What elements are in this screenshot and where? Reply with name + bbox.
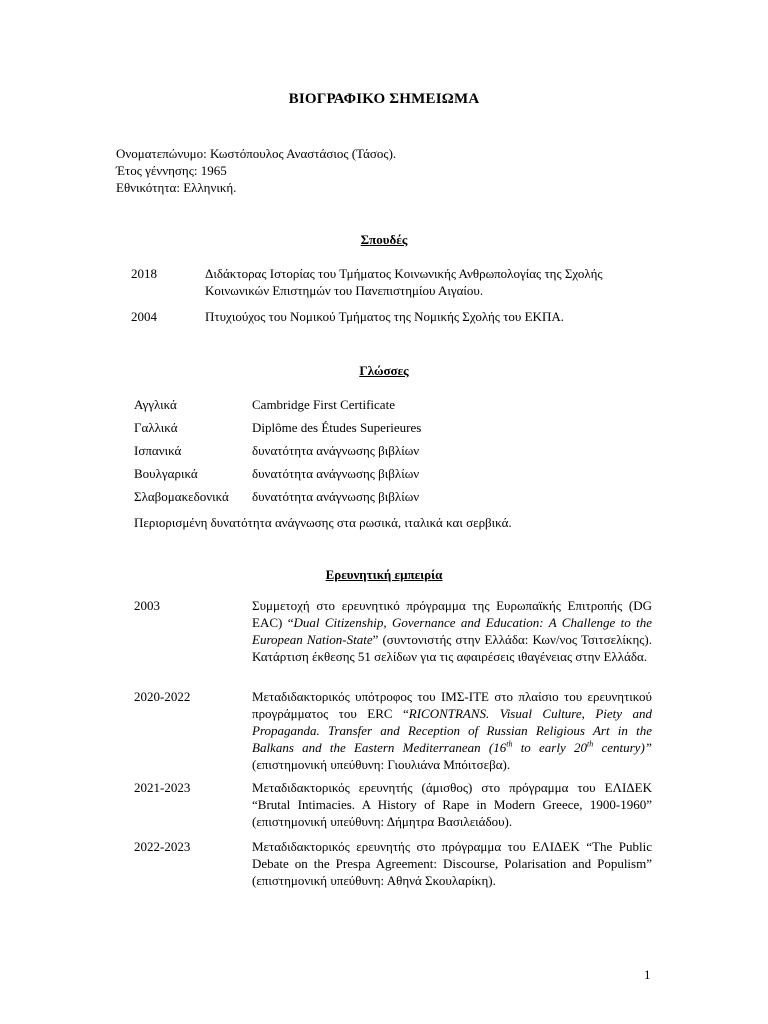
research-text: Συμμετοχή στο ερευνητικό πρόγραμμα της Ευρωπαϊκής Επιτροπής (DG EAC) “: [252, 598, 652, 630]
full-name: Ονοματεπώνυμο: Κωστόπουλος Αναστάσιος (Τάσος).: [116, 146, 397, 161]
languages-heading: Γλώσσες: [359, 363, 409, 378]
research-project-title: Dual Citizenship, Governance and Education: A Challenge to the European Nation-State: [252, 615, 652, 647]
language-level: Diplôme des Études Superieures: [252, 420, 422, 435]
research-description: Μεταδιδακτορικός ερευνητής στο πρόγραμμα του ΕΛΙΔΕΚ “The Public Debate on the Prespa Agreement: Discourse, Polarisation and Populism” (επιστημονική υπεύθυνη: Αθηνά Σκουλαρίκη).: [252, 839, 652, 888]
personal-info: [116, 145, 396, 196]
studies-description: Διδάκτορας Ιστορίας του Τμήματος Κοινωνικής Ανθρωπολογίας της Σχολής Κοινωνικών Επιστημών του Πανεπιστημίου Αιγαίου.: [205, 266, 603, 298]
page-number: 1: [644, 967, 651, 982]
project-title-part: to early 20: [512, 740, 587, 755]
research-text: Μεταδιδακτορικός υπότροφος του ΙΜΣ-ΙΤΕ στο πλαίσιο του ερευνητικού προγράμματος του ERC “: [252, 689, 652, 721]
research-year: 2022-2023: [134, 839, 191, 854]
language-name: Σλαβομακεδονικά: [134, 489, 229, 504]
research-year: 2020-2022: [134, 689, 191, 704]
project-title-part: century)”: [593, 740, 653, 755]
languages-note: Περιορισμένη δυνατότητα ανάγνωσης στα ρωσικά, ιταλικά και σερβικά.: [134, 515, 512, 530]
document-title: ΒΙΟΓΡΑΦΙΚΟ ΣΗΜΕΙΩΜΑ: [288, 91, 480, 107]
language-name: Αγγλικά: [134, 397, 177, 412]
studies-description: Πτυχιούχος του Νομικού Τμήματος της Νομικής Σχολής του ΕΚΠΑ.: [205, 309, 564, 324]
studies-year: 2018: [131, 266, 157, 281]
birth-year: Έτος γέννησης: 1965: [116, 163, 227, 178]
superscript: th: [587, 739, 594, 749]
research-text: ” (συντονιστής στην Ελλάδα: Κων/νος Τσιτσελίκης). Κατάρτιση έκθεσης 51 σελίδων για τις αφαιρέσεις ιθαγένειας στην Ελλάδα.: [252, 632, 652, 664]
studies-heading: Σπουδές: [360, 232, 408, 247]
project-title-part: RICONTRANS. Visual Culture, Piety and Propaganda. Transfer and Reception of Russian Religious Art in the Balkans and the Eastern Mediterranean (16: [252, 706, 652, 755]
research-year: 2021-2023: [134, 780, 191, 795]
language-name: Ισπανικά: [134, 443, 182, 458]
language-name: Γαλλικά: [134, 420, 178, 435]
research-heading: Ερευνητική εμπειρία: [325, 567, 443, 582]
research-description: [252, 597, 652, 665]
language-level: Cambridge First Certificate: [252, 397, 395, 412]
language-level: δυνατότητα ανάγνωσης βιβλίων: [252, 489, 420, 504]
language-level: δυνατότητα ανάγνωσης βιβλίων: [252, 466, 420, 481]
research-description: Μεταδιδακτορικός ερευνητής (άμισθος) στο πρόγραμμα του ΕΛΙΔΕΚ “Brutal Intimacies. A History of Rape in Modern Greece, 1900-1960” (επιστημονική υπεύθυνη: Δήμητρα Βασιλειάδου).: [252, 780, 652, 829]
research-text: (επιστημονική υπεύθυνη: Γιουλιάνα Μπόιτσεβα).: [252, 757, 511, 772]
research-year: 2003: [134, 598, 160, 613]
language-name: Βουλγαρικά: [134, 466, 198, 481]
research-description: [252, 688, 652, 773]
language-level: δυνατότητα ανάγνωσης βιβλίων: [252, 443, 420, 458]
studies-year: 2004: [131, 309, 157, 324]
nationality: Εθνικότητα: Ελληνική.: [116, 180, 237, 195]
superscript: th: [506, 739, 513, 749]
